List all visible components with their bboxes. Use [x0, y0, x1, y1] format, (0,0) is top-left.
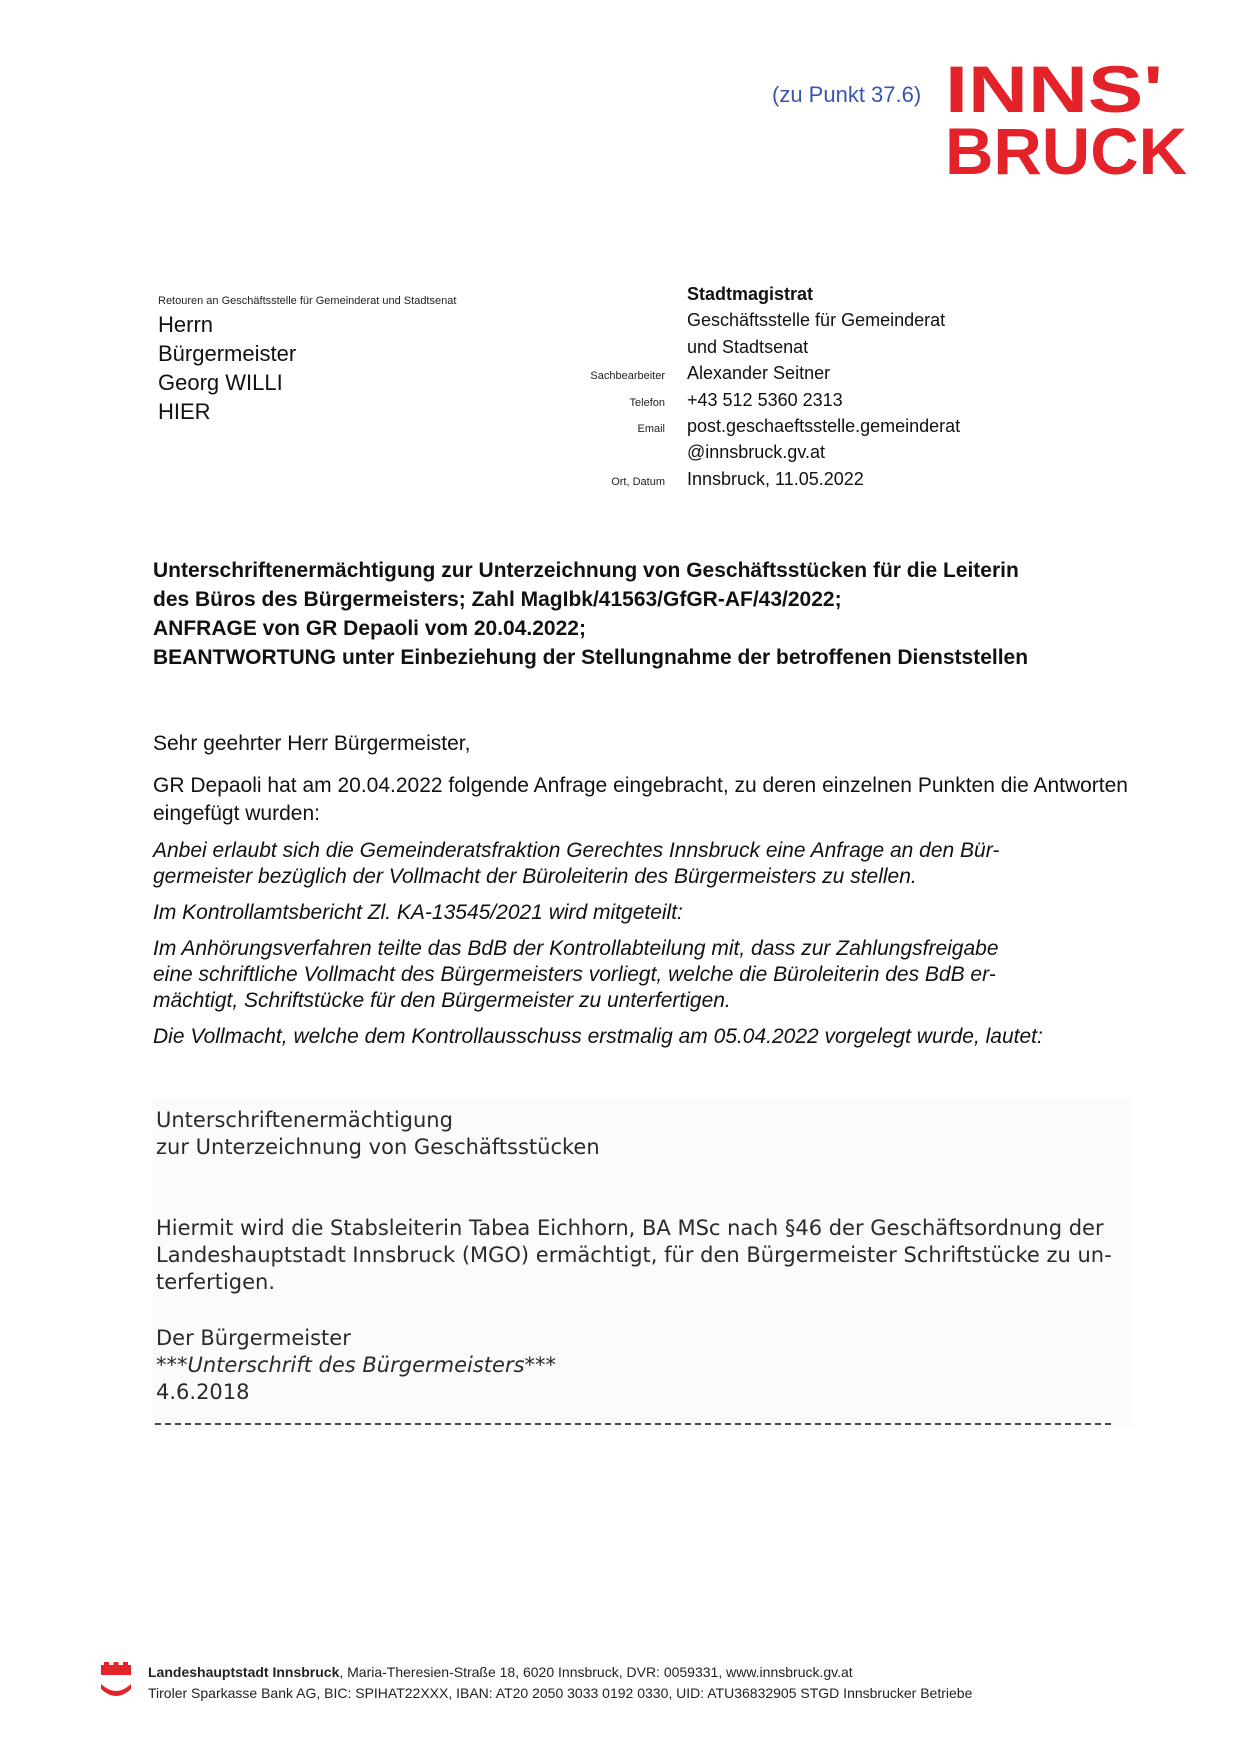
- sender-department: Geschäftsstelle für Gemeinderat: [687, 310, 946, 331]
- scanned-authorization: [153, 1098, 1133, 1428]
- dashed-separator: [155, 1423, 1111, 1425]
- scan-text-line: Landeshauptstadt Innsbruck (MGO) ermächtigt, für den Bürgermeister Schriftstücke zu un-: [156, 1243, 1112, 1267]
- quote-line: mächtigt, Schriftstücke für den Bürgermeister zu unterfertigen.: [153, 989, 731, 1012]
- subject: [153, 556, 1113, 672]
- scan-text-line: Hiermit wird die Stabsleiterin Tabea Eichhorn, BA MSc nach §46 der Geschäftsordnung der: [156, 1216, 1104, 1240]
- clerk-name: Alexander Seitner: [687, 363, 831, 384]
- quote-paragraph: [153, 936, 1128, 1014]
- footer-address-text: , Maria-Theresien-Straße 18, 6020 Innsbruck, DVR: 0059331, www.innsbruck.gv.at: [339, 1664, 853, 1680]
- logo-text-inns: INNS': [945, 56, 1163, 126]
- city-emblem-icon: [100, 1662, 132, 1702]
- subject-line: BEANTWORTUNG unter Einbeziehung der Stellungnahme der betroffenen Dienststellen: [153, 646, 1029, 669]
- scan-date: 4.6.2018: [156, 1380, 250, 1404]
- return-address-line: Retouren an Geschäftsstelle für Gemeinderat und Stadtsenat: [158, 295, 457, 307]
- sig-stars: ***: [524, 1353, 557, 1377]
- scan-title: Unterschriftenermächtigung: [156, 1108, 453, 1132]
- email-label: Email: [637, 422, 665, 435]
- salutation: Sehr geehrter Herr Bürgermeister,: [153, 732, 471, 755]
- phone-number: +43 512 5360 2313: [687, 389, 843, 410]
- subject-line: ANFRAGE von GR Depaoli vom 20.04.2022;: [153, 617, 586, 640]
- quote-line: Im Anhörungsverfahren teilte das BdB der Kontrollabteilung mit, dass zur Zahlungsfreigabe: [153, 937, 999, 960]
- scan-signature: [156, 1353, 556, 1377]
- quote-paragraph: [153, 838, 1128, 890]
- sender-title: Stadtmagistrat: [687, 284, 814, 304]
- email-address: post.geschaeftsstelle.gemeinderat: [687, 415, 961, 436]
- scan-title: zur Unterzeichnung von Geschäftsstücken: [156, 1135, 600, 1159]
- recipient-line: Bürgermeister: [158, 341, 297, 366]
- quote-line: eine schriftliche Vollmacht des Bürgermeisters vorliegt, welche die Büroleiterin des BdB er-: [153, 963, 996, 986]
- sender-block: [570, 284, 1040, 495]
- sig-placeholder: Unterschrift des Bürgermeisters: [187, 1353, 525, 1377]
- phone-label: Telefon: [629, 396, 665, 409]
- scan-closing: Der Bürgermeister: [156, 1326, 351, 1350]
- sender-department: und Stadtsenat: [687, 336, 809, 357]
- date-label: Ort, Datum: [611, 475, 665, 488]
- letter-body: [153, 732, 1128, 1060]
- letter-date: Innsbruck, 11.05.2022: [687, 468, 864, 489]
- innsbruck-logo: [945, 56, 1195, 180]
- footer: [100, 1660, 1140, 1710]
- footer-org: Landeshauptstadt Innsbruck: [148, 1664, 340, 1680]
- quote-paragraph: Im Kontrollamtsbericht Zl. KA-13545/2021 wird mitgeteilt:: [153, 901, 683, 924]
- recipient-line: Georg WILLI: [158, 370, 283, 395]
- email-address: @innsbruck.gv.at: [687, 442, 825, 463]
- recipient-address: [158, 310, 296, 426]
- recipient-line: Herrn: [158, 312, 214, 337]
- agenda-reference: (zu Punkt 37.6): [772, 82, 922, 107]
- footer-address: [148, 1664, 853, 1680]
- recipient-line: HIER: [158, 399, 211, 424]
- clerk-label: Sachbearbeiter: [590, 370, 665, 383]
- subject-line: des Büros des Bürgermeisters; Zahl MagIbk/41563/GfGR-AF/43/2022;: [153, 588, 842, 611]
- scan-text-line: terfertigen.: [156, 1270, 276, 1294]
- footer-bank: Tiroler Sparkasse Bank AG, BIC: SPIHAT22XXX, IBAN: AT20 2050 3033 0192 0330, UID: ATU36832905 STGD Innsbrucker Betriebe: [148, 1685, 973, 1701]
- logo-text-bruck: BRUCK: [945, 114, 1188, 180]
- quote-line: Anbei erlaubt sich die Gemeinderatsfraktion Gerechtes Innsbruck eine Anfrage an den Bür-: [153, 839, 1000, 862]
- quote-line: germeister bezüglich der Vollmacht der Büroleiterin des Bürgermeisters zu stellen.: [153, 865, 917, 888]
- sig-stars: ***: [156, 1353, 188, 1377]
- subject-line: Unterschriftenermächtigung zur Unterzeichnung von Geschäftsstücken für die Leiterin: [153, 559, 1019, 582]
- quote-paragraph: Die Vollmacht, welche dem Kontrollausschuss erstmalig am 05.04.2022 vorgelegt wurde, lautet:: [153, 1025, 1043, 1048]
- intro-paragraph: GR Depaoli hat am 20.04.2022 folgende Anfrage eingebracht, zu deren einzelnen Punkten die Antworten eingefügt wurden:: [153, 774, 1128, 825]
